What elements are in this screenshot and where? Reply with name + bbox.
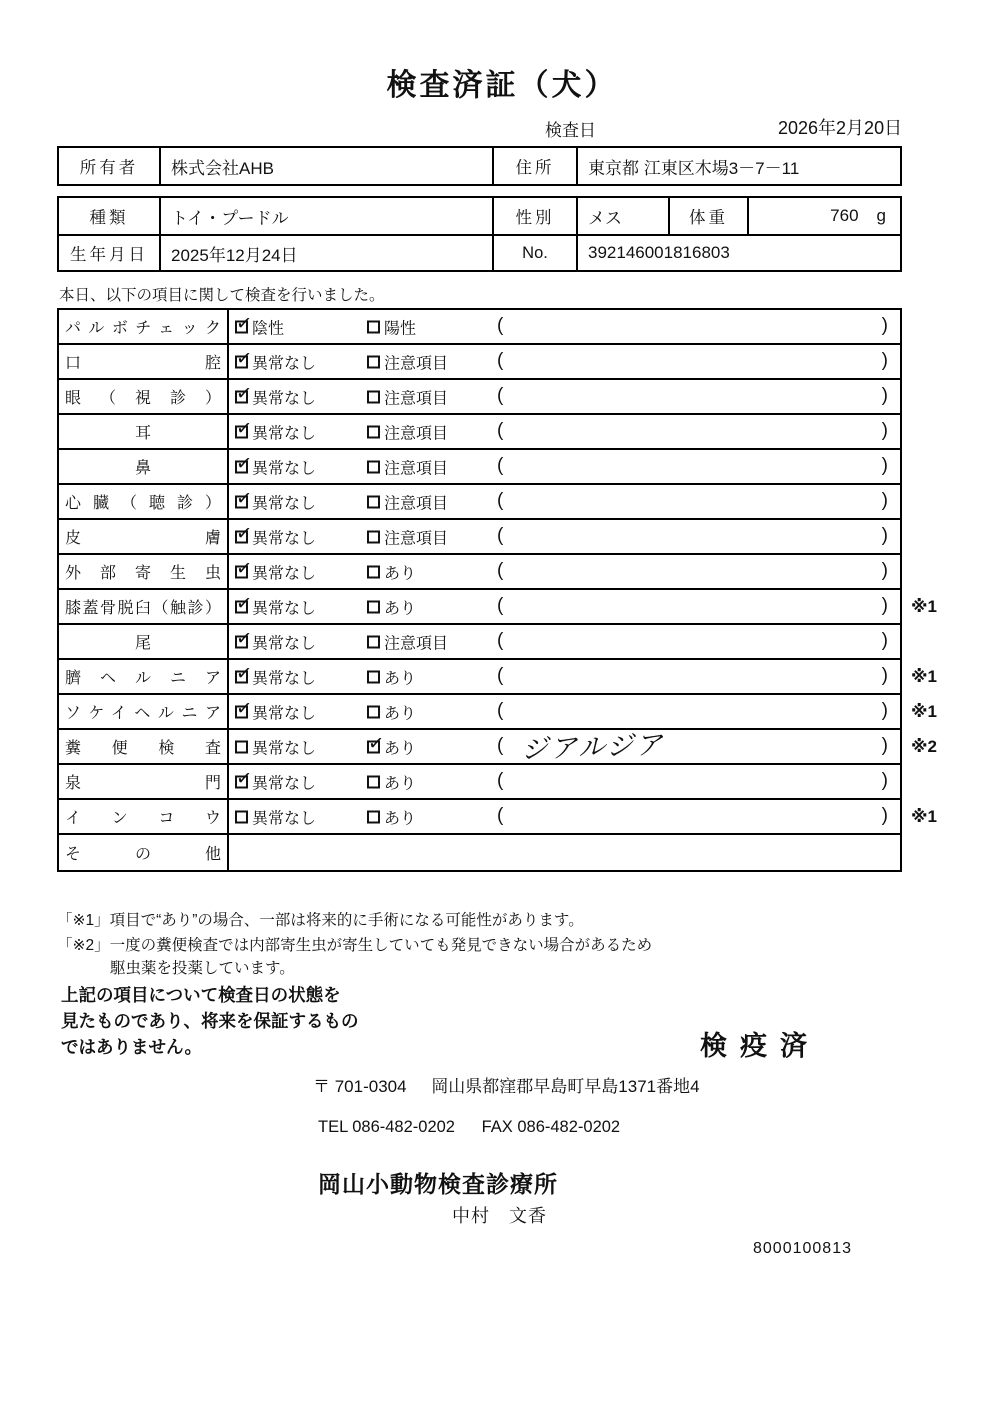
remarks-open-paren: (: [497, 769, 504, 791]
pet-table: [57, 196, 902, 272]
remarks-open-paren: (: [497, 629, 504, 651]
pet-row-1: [59, 198, 900, 234]
clinic-fax: FAX 086-482-0202: [481, 1118, 621, 1136]
remarks-close-paren: ): [881, 489, 888, 511]
check-label-cell: [59, 800, 229, 833]
checkbox-icon: [235, 775, 248, 788]
remarks-close-paren: ): [881, 524, 888, 546]
check-option-1-label: 異常なし: [252, 565, 317, 582]
check-item-label: ソケイヘルニア: [65, 705, 221, 722]
check-option-1: [235, 315, 284, 338]
weight-value: 760: [830, 206, 859, 225]
check-option-1-label: 異常なし: [252, 390, 317, 407]
remarks-close-paren: ): [881, 349, 888, 371]
checkbox-icon: [367, 320, 380, 333]
check-content-cell: [229, 345, 900, 378]
check-option-1: [235, 630, 316, 653]
check-item-label: その他: [65, 846, 221, 863]
remarks-open-paren: (: [497, 559, 504, 581]
owner-value: 株式会社AHB: [159, 148, 492, 184]
inspection-date-value: 2026年2月20日: [778, 118, 903, 138]
check-content-cell: [229, 730, 900, 763]
remarks-close-paren: ): [881, 314, 888, 336]
footnote-2-line2: 駆虫薬を投薬しています。: [110, 960, 295, 977]
checkbox-icon: [235, 320, 248, 333]
check-label-cell: [59, 625, 229, 658]
check-option-1-label: 異常なし: [252, 355, 317, 372]
remarks-open-paren: (: [497, 384, 504, 406]
check-content-cell: [229, 485, 900, 518]
check-option-2-label: 陽性: [384, 320, 417, 337]
birth-label: 生年月日: [70, 246, 148, 264]
check-option-1: [235, 385, 316, 408]
remarks-close-paren: ): [881, 629, 888, 651]
breed-value: トイ・プードル: [159, 198, 492, 234]
check-option-1-label: 異常なし: [252, 740, 317, 757]
pet-row-2: [59, 234, 900, 270]
check-item-label: 心臓（聴診）: [65, 495, 221, 512]
check-option-2: [367, 490, 448, 513]
check-item-label: 臍ヘルニア: [65, 670, 221, 687]
check-option-2-label: あり: [384, 670, 417, 687]
check-label-cell: [59, 520, 229, 553]
remarks-open-paren: (: [497, 314, 504, 336]
check-option-2: [367, 805, 416, 828]
footnote-2-line1: 「※2」一度の糞便検査では内部寄生虫が寄生していても発見できない場合があるため: [57, 937, 653, 954]
check-row: [59, 415, 900, 450]
checkbox-icon: [367, 460, 380, 473]
remarks-close-paren: ): [881, 699, 888, 721]
checkbox-icon: [367, 495, 380, 508]
disclaimer-line-2: 見たものであり、将来を保証するもの: [61, 1011, 359, 1031]
remarks-close-paren: ): [881, 734, 888, 756]
check-row: [59, 695, 937, 730]
checkbox-icon: [235, 705, 248, 718]
check-option-2-label: 注意項目: [384, 530, 449, 547]
check-row: [59, 310, 900, 345]
check-label-cell: [59, 310, 229, 343]
checkbox-icon: [367, 390, 380, 403]
remarks-close-paren: ): [881, 384, 888, 406]
checkbox-icon: [235, 460, 248, 473]
check-row: [59, 765, 900, 800]
checkbox-icon: [235, 810, 248, 823]
footnote-1: 「※1」項目で“あり”の場合、一部は将来的に手術になる可能性があります。: [57, 912, 584, 929]
footnote-mark: ※1: [911, 806, 937, 826]
check-option-2-label: あり: [384, 705, 417, 722]
check-option-1: [235, 420, 316, 443]
remarks-open-paren: (: [497, 524, 504, 546]
check-option-1-label: 異常なし: [252, 495, 317, 512]
check-content-cell: [229, 835, 900, 870]
check-content-cell: [229, 695, 900, 728]
owner-table: [57, 146, 902, 186]
check-item-label: 皮膚: [65, 530, 221, 547]
check-option-1-label: 異常なし: [252, 530, 317, 547]
owner-label: 所有者: [79, 159, 139, 177]
check-item-label: 膝蓋骨脱臼（触診）: [65, 600, 221, 617]
sex-value: メス: [576, 198, 668, 234]
clinic-tel-line: [318, 1118, 620, 1137]
remarks-open-paren: (: [497, 489, 504, 511]
remarks-open-paren: (: [497, 699, 504, 721]
clinic-tel: TEL 086-482-0202: [318, 1118, 455, 1136]
check-content-cell: [229, 520, 900, 553]
check-option-2: [367, 560, 416, 583]
disclaimer-line-3: ではありません。: [61, 1037, 203, 1057]
footnote-mark: ※1: [911, 596, 937, 616]
check-label-cell: [59, 730, 229, 763]
check-row: [59, 625, 900, 660]
checkbox-icon: [235, 355, 248, 368]
check-label-cell: [59, 450, 229, 483]
address-label: 住所: [492, 148, 576, 184]
quarantine-stamp: 検疫済: [700, 1031, 820, 1061]
check-content-cell: [229, 380, 900, 413]
check-item-label: 尾: [134, 635, 151, 652]
checkbox-icon: [367, 775, 380, 788]
check-option-1-label: 陰性: [252, 320, 285, 337]
check-option-1-label: 異常なし: [252, 705, 317, 722]
check-item-label: 鼻: [134, 460, 151, 477]
address-value: 東京都 江東区木場3－7－11: [576, 148, 900, 184]
clinic-postal: 〒 701-0304: [313, 1077, 407, 1096]
check-option-2: [367, 700, 416, 723]
check-item-label: 外部寄生虫: [65, 565, 221, 582]
checkbox-icon: [367, 670, 380, 683]
weight-cell: [747, 198, 900, 234]
birth-value: 2025年12月24日: [159, 236, 492, 270]
check-option-2-label: 注意項目: [384, 355, 449, 372]
no-value: 392146001816803: [576, 236, 900, 270]
remarks-open-paren: (: [497, 804, 504, 826]
remarks-close-paren: ): [881, 664, 888, 686]
clinic-name: 岡山小動物検査診療所: [318, 1171, 558, 1197]
check-option-1: [235, 805, 316, 828]
checkbox-icon: [235, 425, 248, 438]
check-item-label: インコウ: [65, 810, 221, 827]
check-item-label: 口腔: [65, 355, 221, 372]
checkbox-icon: [235, 390, 248, 403]
check-item-label: 泉門: [65, 775, 221, 792]
check-option-2-label: あり: [384, 565, 417, 582]
page-title: 検査済証（犬）: [386, 69, 618, 102]
remarks-close-paren: ): [881, 769, 888, 791]
disclaimer-line-1: 上記の項目について検査日の状態を: [61, 985, 341, 1005]
check-content-cell: [229, 310, 900, 343]
check-item-label: パルボチェック: [65, 320, 221, 337]
remarks-open-paren: (: [497, 454, 504, 476]
sex-label: 性別: [492, 198, 576, 234]
check-row: [59, 835, 900, 870]
breed-label: 種類: [89, 209, 129, 227]
remarks-open-paren: (: [497, 734, 504, 756]
check-option-2-label: あり: [384, 775, 417, 792]
checkbox-icon: [235, 565, 248, 578]
check-label-cell: [59, 555, 229, 588]
check-option-1: [235, 700, 316, 723]
check-content-cell: [229, 800, 900, 833]
check-row: [59, 555, 900, 590]
remarks-close-paren: ): [881, 594, 888, 616]
check-item-label: 糞便検査: [65, 740, 221, 757]
remarks-open-paren: (: [497, 349, 504, 371]
check-option-1-label: 異常なし: [252, 460, 317, 477]
check-row: [59, 450, 900, 485]
check-row: [59, 590, 937, 625]
check-label-cell: [59, 765, 229, 798]
remarks-close-paren: ): [881, 804, 888, 826]
check-option-1: [235, 490, 316, 513]
check-label-cell: [59, 415, 229, 448]
check-label-cell: [59, 695, 229, 728]
inspection-date-label: 検査日: [545, 121, 596, 140]
checkbox-icon: [367, 635, 380, 648]
check-row: [59, 520, 900, 555]
checkbox-icon: [367, 530, 380, 543]
check-label-cell: [59, 660, 229, 693]
check-content-cell: [229, 625, 900, 658]
check-item-label: 耳: [134, 425, 151, 442]
check-option-2: [367, 770, 416, 793]
remarks-text: ジアルジア: [520, 729, 665, 765]
footnote-mark: ※1: [911, 666, 937, 686]
check-content-cell: [229, 590, 900, 623]
examiner-name: 中村 文香: [452, 1206, 547, 1226]
checkbox-icon: [235, 495, 248, 508]
check-option-1: [235, 770, 316, 793]
check-option-2: [367, 315, 416, 338]
check-content-cell: [229, 450, 900, 483]
check-option-2: [367, 525, 448, 548]
check-content-cell: [229, 765, 900, 798]
check-option-1: [235, 595, 316, 618]
check-option-2-label: 注意項目: [384, 460, 449, 477]
check-option-2: [367, 385, 448, 408]
check-option-2: [367, 350, 448, 373]
check-option-2: [367, 420, 448, 443]
check-option-2: [367, 630, 448, 653]
check-row: [59, 729, 937, 765]
check-option-1-label: 異常なし: [252, 635, 317, 652]
remarks-open-paren: (: [497, 594, 504, 616]
check-content-cell: [229, 660, 900, 693]
check-row: [59, 800, 937, 835]
weight-label: 体重: [668, 198, 747, 234]
check-option-2: [367, 595, 416, 618]
disclaimer: [61, 982, 359, 1060]
no-label: No.: [492, 236, 576, 270]
check-option-2-label: 注意項目: [384, 390, 449, 407]
document-number: 8000100813: [753, 1240, 852, 1257]
checkbox-icon: [235, 600, 248, 613]
exam-intro: 本日、以下の項目に関して検査を行いました。: [59, 287, 385, 304]
weight-unit: g: [876, 206, 886, 225]
check-option-2-label: 注意項目: [384, 635, 449, 652]
checkbox-icon: [367, 705, 380, 718]
check-option-2: [367, 735, 416, 758]
checkbox-icon: [235, 740, 248, 753]
check-option-1: [235, 525, 316, 548]
checkbox-icon: [367, 425, 380, 438]
check-label-cell: [59, 345, 229, 378]
check-label-cell: [59, 590, 229, 623]
checkbox-icon: [367, 355, 380, 368]
remarks-close-paren: ): [881, 454, 888, 476]
check-option-1-label: 異常なし: [252, 810, 317, 827]
check-option-2-label: あり: [384, 740, 417, 757]
check-content-cell: [229, 415, 900, 448]
check-item-label: 眼（視診）: [65, 390, 221, 407]
check-row: [59, 380, 900, 415]
checkbox-icon: [367, 810, 380, 823]
remarks-close-paren: ): [881, 419, 888, 441]
remarks-close-paren: ): [881, 559, 888, 581]
checkbox-icon: [235, 635, 248, 648]
check-option-2-label: 注意項目: [384, 425, 449, 442]
check-option-1: [235, 735, 316, 758]
check-option-1-label: 異常なし: [252, 600, 317, 617]
check-label-cell: [59, 835, 229, 870]
check-option-1: [235, 350, 316, 373]
check-row: [59, 660, 937, 695]
footnote-mark: ※1: [911, 701, 937, 721]
remarks-open-paren: (: [497, 664, 504, 686]
check-option-1-label: 異常なし: [252, 775, 317, 792]
check-option-2-label: あり: [384, 600, 417, 617]
check-option-2-label: あり: [384, 810, 417, 827]
check-option-1: [235, 560, 316, 583]
check-option-2: [367, 665, 416, 688]
footnote-mark: ※2: [911, 736, 937, 756]
checkbox-icon: [235, 530, 248, 543]
check-row: [59, 485, 900, 520]
check-label-cell: [59, 380, 229, 413]
remarks-open-paren: (: [497, 419, 504, 441]
check-row: [59, 345, 900, 380]
check-option-1: [235, 455, 316, 478]
clinic-postal-line: [313, 1072, 700, 1097]
check-option-1-label: 異常なし: [252, 425, 317, 442]
check-option-2: [367, 455, 448, 478]
checkbox-icon: [235, 670, 248, 683]
checkbox-icon: [367, 600, 380, 613]
checks-table: [57, 308, 937, 872]
check-option-1: [235, 665, 316, 688]
check-option-1-label: 異常なし: [252, 670, 317, 687]
clinic-address: 岡山県都窪郡早島町早島1371番地4: [431, 1077, 700, 1096]
checkbox-icon: [367, 565, 380, 578]
checkbox-icon: [367, 740, 380, 753]
check-label-cell: [59, 485, 229, 518]
owner-row: [59, 148, 900, 184]
check-option-2-label: 注意項目: [384, 495, 449, 512]
check-content-cell: [229, 555, 900, 588]
